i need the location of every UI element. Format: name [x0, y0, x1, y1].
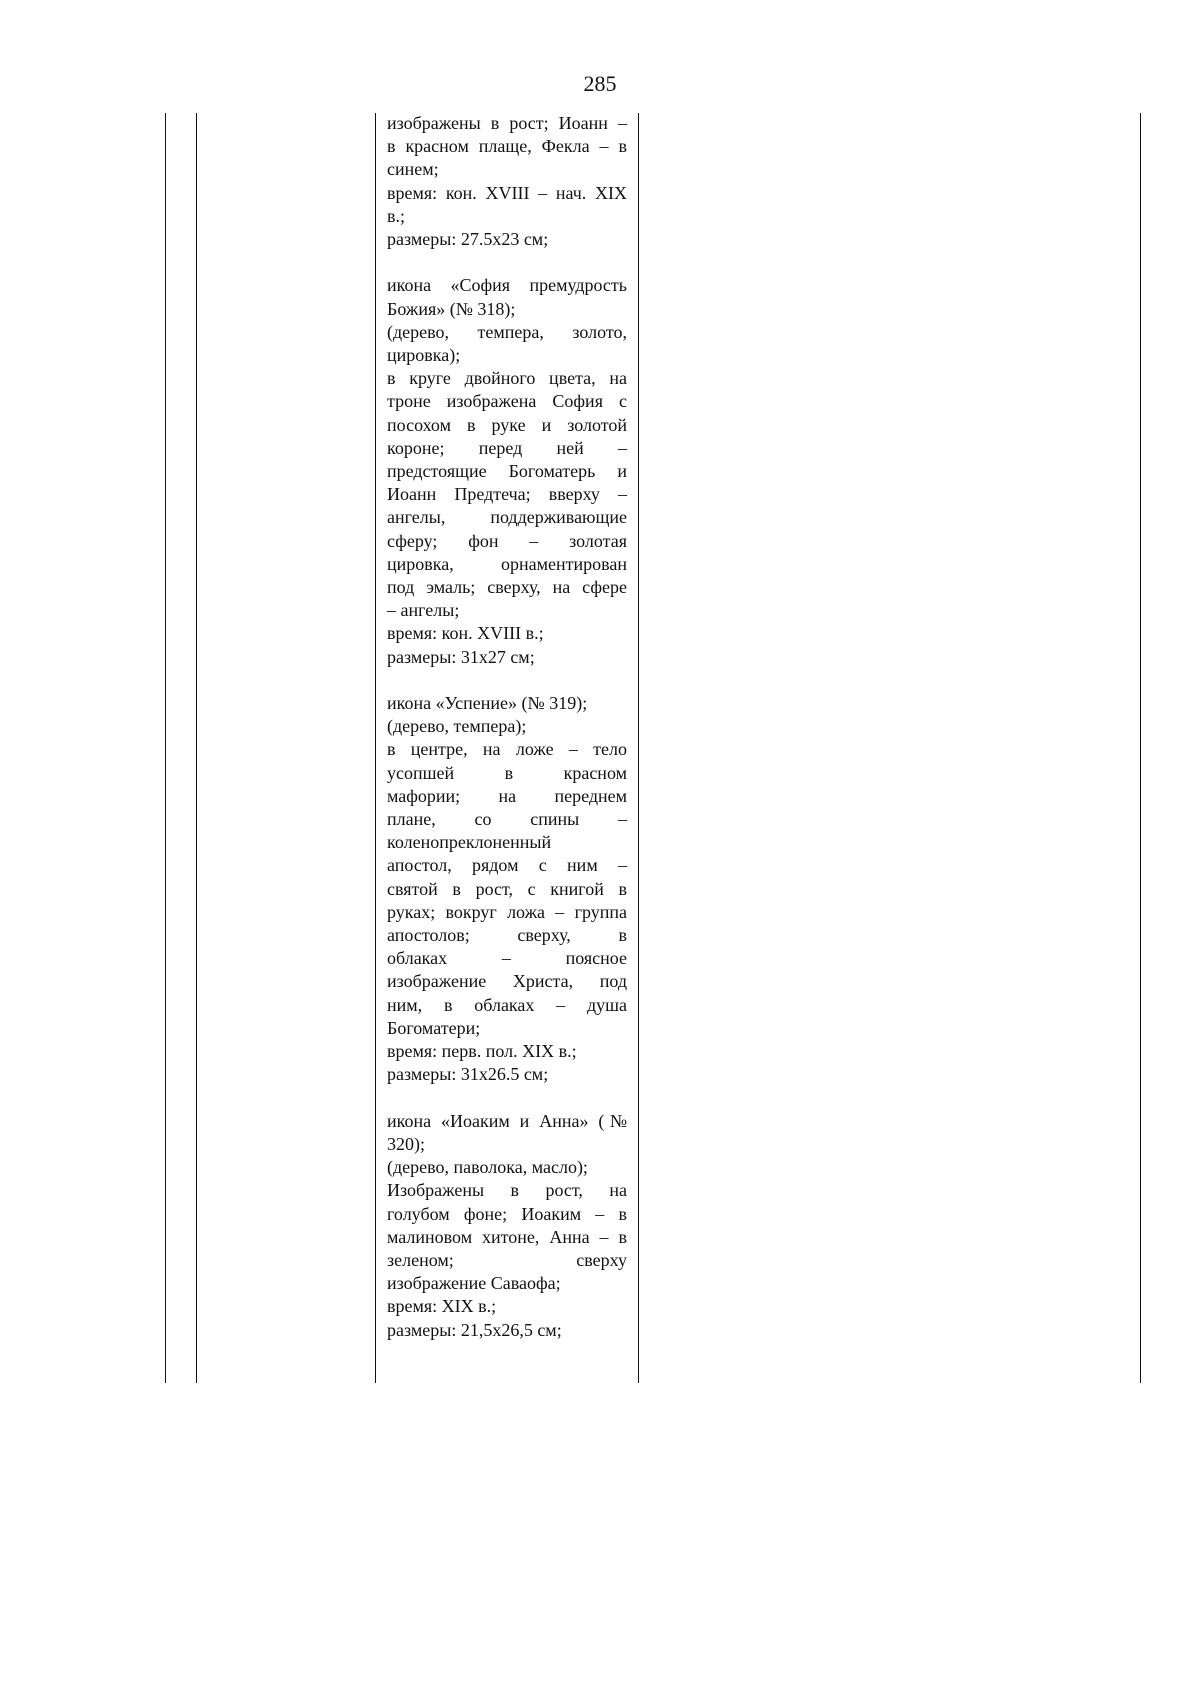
text-line: короне; перед ней –: [387, 437, 627, 458]
text-line: Иоанн Предтеча; вверху –: [387, 484, 627, 505]
text-line: Изображены в рост, на: [387, 1180, 627, 1201]
text-line: изображены в рост; Иоанн –: [387, 113, 627, 133]
text-line: под эмаль; сверху, на сфере: [387, 577, 627, 598]
table-border-left-outer: [165, 113, 166, 1383]
paragraph-gap: [387, 669, 627, 692]
text-line: зеленом; сверху: [387, 1249, 627, 1270]
text-line: святой в рост, с книгой в: [387, 878, 627, 899]
text-line: усопшей в красном: [387, 762, 627, 783]
text-line: цировка);: [387, 345, 461, 366]
text-line: – ангелы;: [387, 600, 460, 621]
table-column-divider-2: [375, 113, 376, 1383]
text-line: размеры: 27.5х23 см;: [387, 229, 549, 250]
text-line: время: кон. XVIII – нач. XIX: [387, 182, 627, 203]
text-line: голубом фоне; Иоаким – в: [387, 1203, 627, 1224]
text-line: 320);: [387, 1133, 425, 1154]
description-cell: [387, 112, 627, 1342]
text-line: в круге двойного цвета, на: [387, 368, 627, 389]
text-line: (дерево, темпера);: [387, 716, 527, 737]
table-column-divider-3: [638, 113, 639, 1383]
text-line: размеры: 31х27 см;: [387, 646, 535, 667]
table-border-right: [1140, 113, 1141, 1383]
paragraph-gap: [387, 1087, 627, 1110]
paragraph-gap: [387, 251, 627, 274]
text-line: плане, со спины –: [387, 809, 627, 830]
text-line: посохом в руке и золотой: [387, 414, 627, 435]
text-line: размеры: 31х26.5 см;: [387, 1064, 549, 1085]
text-line: синем;: [387, 159, 439, 180]
text-line: время: XIX в.;: [387, 1296, 497, 1317]
table-column-divider-1: [196, 113, 197, 1383]
text-line: время: кон. XVIII в.;: [387, 623, 544, 644]
text-line: (дерево, паволока, масло);: [387, 1157, 588, 1178]
text-line: ангелы, поддерживающие: [387, 507, 627, 528]
text-line: облаках – поясное: [387, 948, 627, 969]
text-line: малиновом хитоне, Анна – в: [387, 1226, 627, 1247]
text-line: апостолов; сверху, в: [387, 925, 627, 946]
text-line: время: перв. пол. XIX в.;: [387, 1041, 577, 1062]
text-line: в центре, на ложе – тело: [387, 739, 627, 760]
text-line: сферу; фон – золотая: [387, 530, 627, 551]
text-line: коленопреклоненный: [387, 832, 552, 853]
text-line: в красном плаще, Фекла – в: [387, 136, 627, 157]
text-line: икона «Иоаким и Анна» (№: [387, 1110, 627, 1131]
text-line: цировка, орнаментирован: [387, 553, 627, 574]
text-line: в.;: [387, 205, 405, 226]
text-line: (дерево, темпера, золото,: [387, 321, 627, 342]
text-line: изображение Саваофа;: [387, 1273, 561, 1294]
text-line: икона «София премудрость: [387, 275, 627, 296]
text-line: изображение Христа, под: [387, 971, 627, 992]
text-line: Божия» (№ 318);: [387, 298, 516, 319]
text-line: икона «Успение» (№ 319);: [387, 693, 588, 714]
text-line: ним, в облаках – душа: [387, 994, 627, 1015]
text-line: размеры: 21,5х26,5 см;: [387, 1319, 562, 1340]
page-number: 285: [583, 71, 617, 96]
text-line: руках; вокруг ложа – группа: [387, 901, 627, 922]
text-line: Богоматери;: [387, 1017, 481, 1038]
text-line: предстоящие Богоматерь и: [387, 461, 627, 482]
text-line: апостол, рядом с ним –: [387, 855, 627, 876]
text-line: мафории; на переднем: [387, 785, 627, 806]
text-line: троне изображена София с: [387, 391, 627, 412]
